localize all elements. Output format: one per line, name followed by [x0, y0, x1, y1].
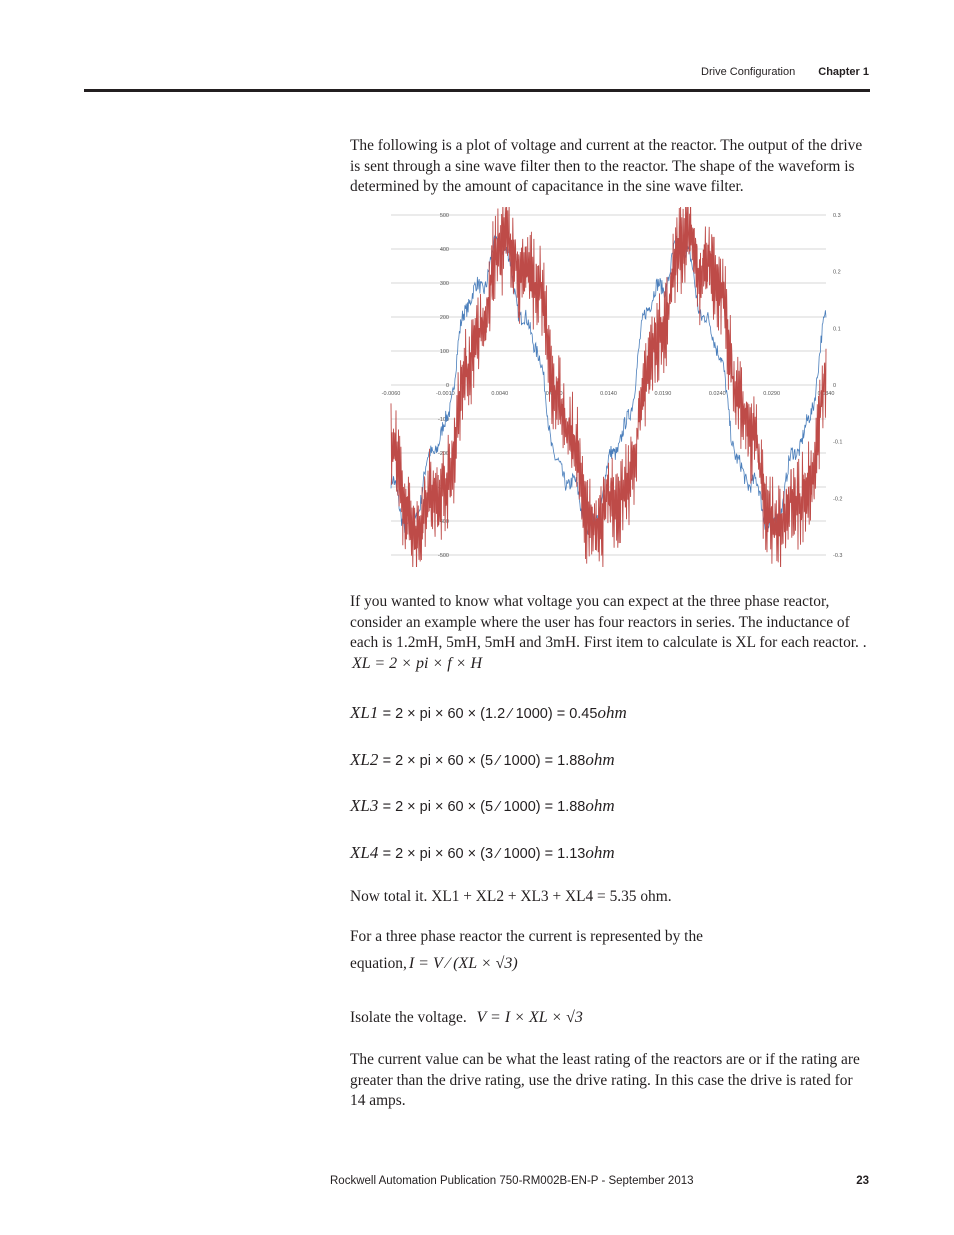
equation-label: equation, — [350, 954, 407, 972]
right-tick-label: 0.3 — [833, 213, 841, 219]
xl-formula: XL = 2 × pi × f × H — [352, 654, 483, 672]
page-number: 23 — [856, 1175, 869, 1187]
intro-paragraph: The following is a plot of voltage and current at the reactor. The output of the drive is sent through a sine wave filter then to the reactor. The shape of the waveform is determined by the amount of capacitance in the sine wave filter. — [350, 137, 863, 196]
x-tick-label: -0.0060 — [381, 391, 401, 397]
left-tick-label: 200 — [439, 315, 449, 321]
reactor-text: If you wanted to know what voltage you can expect at the three phase reactor, consider an example where the user has four reactors in series. The inductance of each is 1.2mH, 5mH, 5mH and 3mH. First item to calculate is XL for each reactor. . — [350, 593, 867, 652]
chart-series — [391, 207, 826, 567]
equation-lhs: XL1 — [350, 703, 383, 722]
header-rule — [84, 89, 870, 92]
equation-1 — [350, 703, 627, 723]
x-tick-label: 0.0140 — [600, 391, 617, 397]
x-tick-label: 0.0090 — [545, 391, 563, 397]
equation-4 — [350, 843, 615, 863]
right-tick-label: 0.1 — [833, 326, 841, 333]
publication-footer: Rockwell Automation Publication 750-RM002B-EN-P - September 2013 — [330, 1175, 694, 1187]
equation-rhs: = 2 × pi × 60 × (5 ⁄ 1000) = 1.88 — [382, 799, 586, 815]
isolate-paragraph — [350, 1008, 870, 1029]
x-tick-label: 0.0190 — [654, 391, 672, 397]
equation-lhs: XL2 — [350, 750, 383, 769]
left-tick-label: 300 — [439, 281, 449, 287]
x-tick-label: 0.0240 — [708, 391, 726, 397]
current-text: For a three phase reactor the current is represented by the — [350, 928, 703, 945]
equation-unit: ohm — [585, 750, 615, 769]
rating-paragraph: The current value can be what the least rating of the reactors are or if the rating are greater than the drive rating, use the drive rating. In this case the drive is rated for 14 amps. — [350, 1051, 860, 1110]
left-tick-label: -500 — [437, 553, 449, 559]
total-line: Now total it. XL1 + XL2 + XL3 + XL4 = 5.35 ohm. — [350, 888, 672, 905]
left-tick-label: -300 — [437, 485, 449, 491]
section-title: Drive Configuration — [701, 66, 796, 78]
left-tick-label: -100 — [437, 417, 449, 423]
voltage-formula: V = I × XL × √3 — [476, 1009, 583, 1026]
equation-2 — [350, 750, 615, 770]
right-tick-label: -0.3 — [833, 553, 843, 559]
current-formula: I = V ⁄ (XL × √3) — [408, 954, 518, 972]
equation-lhs: XL4 — [350, 843, 383, 862]
voltage-current-chart — [370, 207, 850, 567]
x-tick-label: 0.0040 — [491, 391, 509, 397]
equation-unit: ohm — [585, 843, 615, 862]
right-tick-label: -0.2 — [833, 496, 843, 503]
equation-rhs: = 2 × pi × 60 × (3 ⁄ 1000) = 1.13 — [382, 846, 586, 862]
right-axis-ticks — [833, 213, 842, 559]
x-tick-label: 0.0340 — [817, 391, 835, 397]
x-tick-label: -0.0010 — [436, 391, 455, 397]
chapter-label: Chapter 1 — [818, 66, 869, 78]
equation-rhs: = 2 × pi × 60 × (5 ⁄ 1000) = 1.88 — [382, 753, 586, 769]
isolate-text: Isolate the voltage. — [350, 1009, 467, 1026]
current-paragraph — [350, 927, 870, 972]
left-tick-label: 500 — [439, 213, 449, 219]
x-tick-label: 0.0290 — [763, 391, 781, 397]
running-header — [701, 66, 869, 78]
right-tick-label: -0.1 — [833, 439, 843, 446]
current-series-line — [391, 207, 826, 567]
equation-rhs: = 2 × pi × 60 × (1.2 ⁄ 1000) = 0.45 — [382, 706, 598, 722]
left-tick-label: -400 — [437, 519, 449, 525]
left-tick-label: 400 — [439, 247, 449, 253]
equation-unit: ohm — [597, 703, 627, 722]
equation-lhs: XL3 — [350, 796, 383, 815]
left-tick-label: 0 — [445, 383, 449, 389]
equation-3 — [350, 796, 615, 816]
x-axis-ticks — [382, 391, 835, 397]
equation-unit: ohm — [585, 796, 615, 815]
left-tick-label: 100 — [439, 349, 449, 355]
right-tick-label: 0.2 — [833, 269, 841, 276]
left-tick-label: -200 — [437, 451, 449, 457]
reactor-paragraph — [350, 592, 870, 674]
right-tick-label: 0 — [833, 383, 837, 389]
